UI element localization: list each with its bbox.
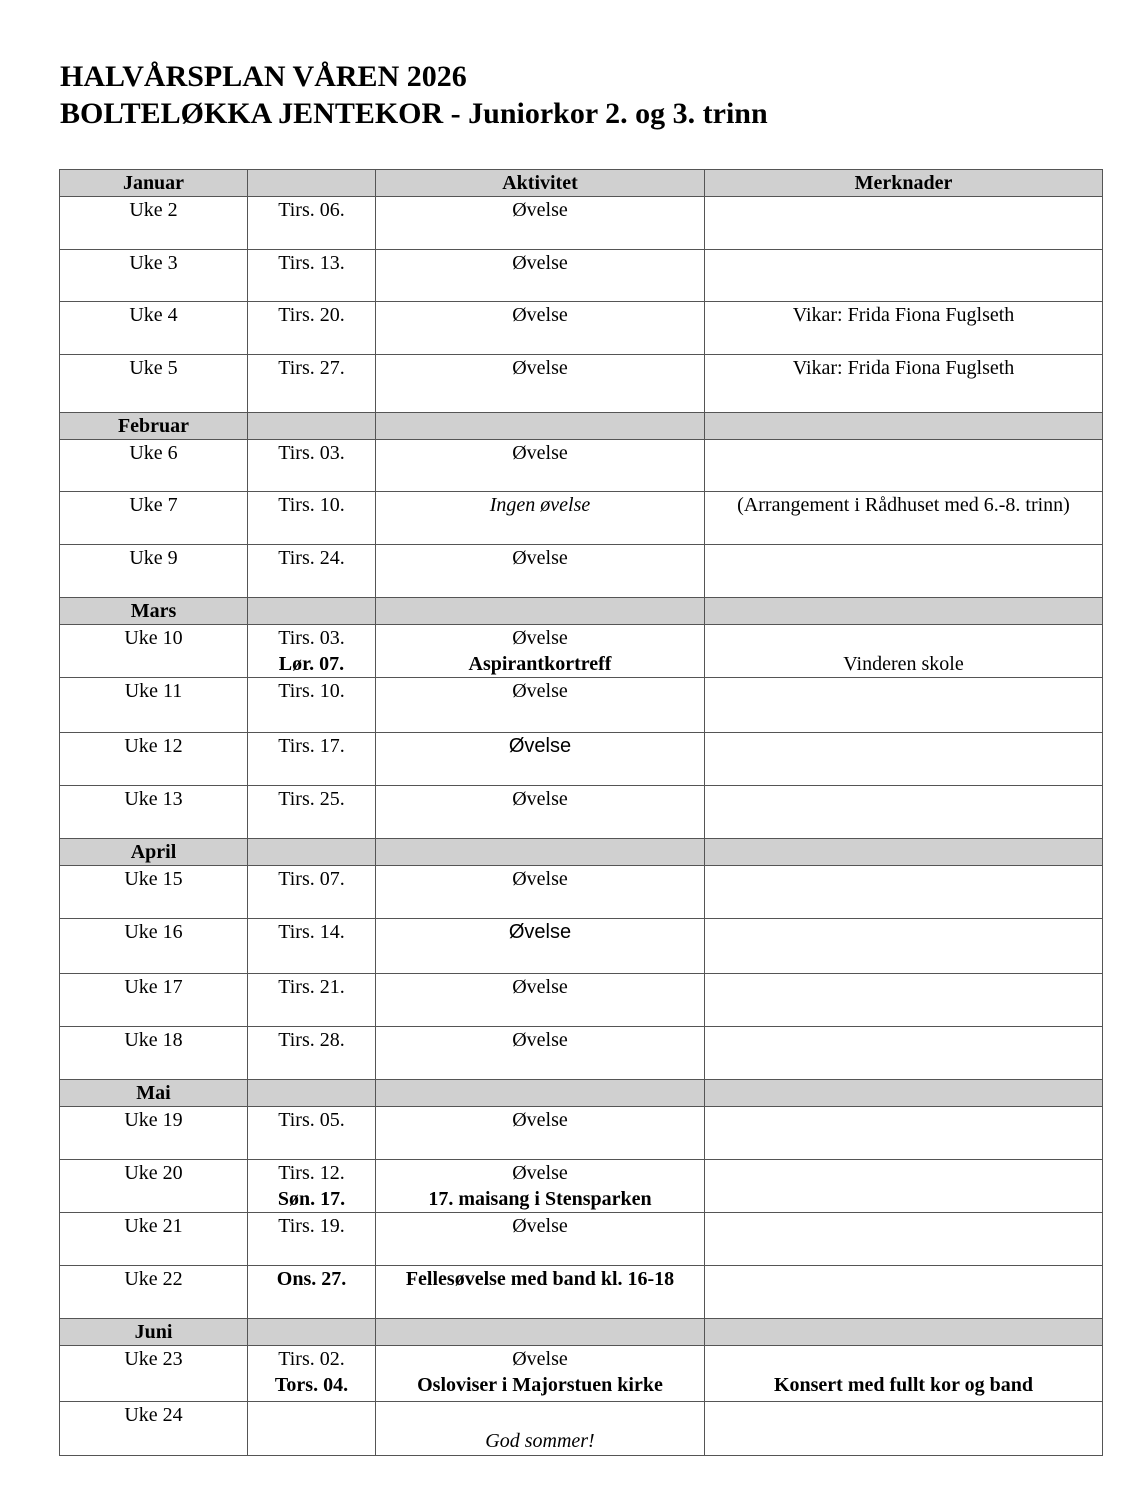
date-cell: Ons. 27. [248, 1266, 376, 1319]
header-cell [248, 598, 376, 625]
note-cell [705, 1027, 1103, 1080]
month-label: Januar [60, 170, 248, 197]
table-row [60, 492, 1103, 545]
activity-cell: Fellesøvelse med band kl. 16-18 [376, 1266, 705, 1319]
activity-cell: Øvelse [376, 974, 705, 1027]
week-cell: Uke 21 [60, 1213, 248, 1266]
note-cell [705, 866, 1103, 919]
date-cell [248, 1402, 376, 1456]
activity-line-bold: 17. maisang i Stensparken [428, 1188, 652, 1210]
date-line-bold: Søn. 17. [277, 1188, 346, 1210]
month-label: Februar [60, 413, 248, 440]
note-text: Vinderen skole [843, 653, 964, 675]
week-cell: Uke 15 [60, 866, 248, 919]
note-cell [705, 625, 1103, 678]
table-row [60, 733, 1103, 786]
activity-line-bold: Aspirantkortreff [468, 653, 612, 675]
week-cell: Uke 20 [60, 1160, 248, 1213]
date-cell [248, 1346, 376, 1402]
week-cell: Uke 7 [60, 492, 248, 545]
week-cell: Uke 23 [60, 1346, 248, 1402]
activity-line: Øvelse [512, 1348, 568, 1370]
activity-cell [376, 625, 705, 678]
note-cell: Vikar: Frida Fiona Fuglseth [705, 302, 1103, 355]
activity-cell: Øvelse [376, 197, 705, 250]
table-row [60, 355, 1103, 413]
week-cell: Uke 3 [60, 250, 248, 302]
month-label: Mai [60, 1080, 248, 1107]
activity-line-bold: Osloviser i Majorstuen kirke [417, 1374, 663, 1396]
title-line-2: BOLTELØKKA JENTEKOR - Juniorkor 2. og 3. trinn [60, 97, 768, 130]
date-cell: Tirs. 03. [248, 440, 376, 492]
month-header-row [60, 598, 1103, 625]
note-cell: (Arrangement i Rådhuset med 6.-8. trinn) [705, 492, 1103, 545]
week-cell: Uke 24 [60, 1402, 248, 1456]
activity-cell: Øvelse [376, 355, 705, 413]
title-line-1: HALVÅRSPLAN VÅREN 2026 [60, 60, 467, 93]
activity-cell: Øvelse [376, 733, 705, 786]
table-row [60, 1266, 1103, 1319]
header-cell [376, 598, 705, 625]
week-cell: Uke 6 [60, 440, 248, 492]
table-row [60, 250, 1103, 302]
activity-cell: Øvelse [376, 866, 705, 919]
table-row [60, 1346, 1103, 1402]
activity-line: Øvelse [512, 1162, 568, 1184]
date-cell: Tirs. 21. [248, 974, 376, 1027]
header-cell [705, 1319, 1103, 1346]
header-cell [705, 839, 1103, 866]
activity-cell: Øvelse [376, 1107, 705, 1160]
note-cell [705, 974, 1103, 1027]
date-cell: Tirs. 17. [248, 733, 376, 786]
note-cell [705, 1107, 1103, 1160]
note-cell [705, 1160, 1103, 1213]
month-header-row [60, 1080, 1103, 1107]
week-cell: Uke 9 [60, 545, 248, 598]
table-row [60, 974, 1103, 1027]
activity-text: God sommer! [485, 1430, 595, 1452]
note-cell: Vikar: Frida Fiona Fuglseth [705, 355, 1103, 413]
date-cell: Tirs. 10. [248, 492, 376, 545]
header-cell [376, 1319, 705, 1346]
activity-cell: Øvelse [376, 786, 705, 839]
activity-cell: Ingen øvelse [376, 492, 705, 545]
note-cell [705, 1213, 1103, 1266]
date-line-bold: Lør. 07. [278, 653, 345, 675]
header-cell [248, 413, 376, 440]
table-row [60, 545, 1103, 598]
table-row [60, 625, 1103, 678]
header-cell [248, 170, 376, 197]
date-cell [248, 625, 376, 678]
week-cell: Uke 19 [60, 1107, 248, 1160]
table-row [60, 1027, 1103, 1080]
week-cell: Uke 5 [60, 355, 248, 413]
activity-cell [376, 1160, 705, 1213]
column-header-aktivitet: Aktivitet [376, 170, 705, 197]
note-cell [705, 440, 1103, 492]
week-cell: Uke 12 [60, 733, 248, 786]
activity-cell: Øvelse [376, 440, 705, 492]
header-cell [376, 839, 705, 866]
week-cell: Uke 11 [60, 678, 248, 733]
date-line: Tirs. 02. [278, 1348, 345, 1370]
activity-cell: Øvelse [376, 678, 705, 733]
header-cell [248, 839, 376, 866]
date-cell: Tirs. 24. [248, 545, 376, 598]
date-cell: Tirs. 25. [248, 786, 376, 839]
week-cell: Uke 4 [60, 302, 248, 355]
activity-cell: Øvelse [376, 1027, 705, 1080]
month-header-row [60, 1319, 1103, 1346]
table-row [60, 1213, 1103, 1266]
activity-cell [376, 1402, 705, 1456]
note-cell [705, 733, 1103, 786]
note-cell [705, 1402, 1103, 1456]
note-cell [705, 678, 1103, 733]
week-cell: Uke 18 [60, 1027, 248, 1080]
header-cell [705, 598, 1103, 625]
month-header-row [60, 170, 1103, 197]
table-row [60, 1160, 1103, 1213]
note-text: Konsert med fullt kor og band [773, 1374, 1034, 1396]
activity-cell: Øvelse [376, 302, 705, 355]
date-cell: Tirs. 06. [248, 197, 376, 250]
date-line: Tirs. 03. [278, 627, 345, 649]
table-row [60, 1107, 1103, 1160]
activity-cell: Øvelse [376, 545, 705, 598]
header-cell [705, 413, 1103, 440]
week-cell: Uke 22 [60, 1266, 248, 1319]
month-header-row [60, 413, 1103, 440]
date-cell: Tirs. 07. [248, 866, 376, 919]
date-cell: Tirs. 19. [248, 1213, 376, 1266]
month-label: April [60, 839, 248, 866]
activity-cell: Øvelse [376, 919, 705, 974]
table-row [60, 1402, 1103, 1456]
table-row [60, 866, 1103, 919]
week-cell: Uke 17 [60, 974, 248, 1027]
date-cell: Tirs. 28. [248, 1027, 376, 1080]
activity-line: Øvelse [512, 627, 568, 649]
note-cell [705, 545, 1103, 598]
table-row [60, 919, 1103, 974]
date-cell: Tirs. 05. [248, 1107, 376, 1160]
week-cell: Uke 16 [60, 919, 248, 974]
header-cell [248, 1080, 376, 1107]
month-header-row [60, 839, 1103, 866]
date-cell: Tirs. 27. [248, 355, 376, 413]
header-cell [376, 413, 705, 440]
header-cell [705, 1080, 1103, 1107]
week-cell: Uke 13 [60, 786, 248, 839]
header-cell [248, 1319, 376, 1346]
column-header-merknader: Merknader [705, 170, 1103, 197]
month-label: Juni [60, 1319, 248, 1346]
activity-cell: Øvelse [376, 250, 705, 302]
date-line-bold: Tors. 04. [274, 1374, 349, 1396]
date-cell: Tirs. 20. [248, 302, 376, 355]
note-cell [705, 919, 1103, 974]
date-cell: Tirs. 13. [248, 250, 376, 302]
activity-cell: Øvelse [376, 1213, 705, 1266]
date-line: Tirs. 12. [278, 1162, 345, 1184]
table-row [60, 197, 1103, 250]
date-cell [248, 1160, 376, 1213]
note-cell [705, 1346, 1103, 1402]
table-row [60, 786, 1103, 839]
note-cell [705, 786, 1103, 839]
month-label: Mars [60, 598, 248, 625]
note-cell [705, 197, 1103, 250]
table-row [60, 678, 1103, 733]
page-title [60, 58, 768, 132]
activity-cell [376, 1346, 705, 1402]
header-cell [376, 1080, 705, 1107]
week-cell: Uke 2 [60, 197, 248, 250]
week-cell: Uke 10 [60, 625, 248, 678]
date-cell: Tirs. 10. [248, 678, 376, 733]
schedule-table [59, 169, 1103, 1456]
date-cell: Tirs. 14. [248, 919, 376, 974]
table-row [60, 440, 1103, 492]
table-row [60, 302, 1103, 355]
note-cell [705, 250, 1103, 302]
note-cell [705, 1266, 1103, 1319]
